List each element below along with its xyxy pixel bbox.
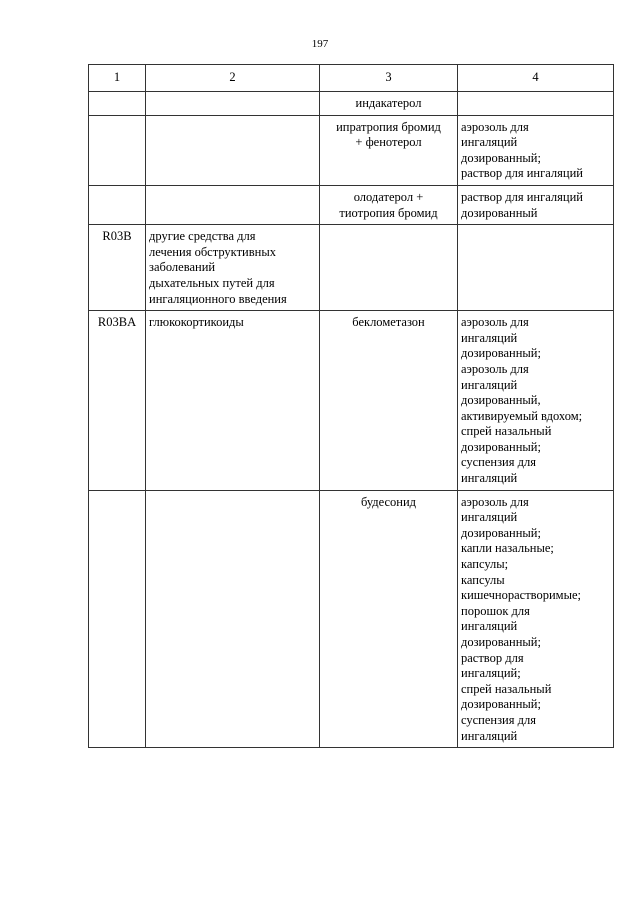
cell-line: ингаляций <box>461 135 518 150</box>
cell-line: спрей назальный <box>461 681 552 696</box>
column-header-4: 4 <box>458 65 614 92</box>
table-row <box>89 490 614 748</box>
dosage-forms-cell <box>458 311 614 491</box>
cell-line: капсулы; <box>461 557 509 572</box>
dosage-forms-cell <box>458 225 614 311</box>
dosage-forms-cell <box>458 490 614 748</box>
dosage-forms-cell <box>458 185 614 224</box>
cell-line: лечения обструктивных <box>149 244 276 259</box>
group-name-cell <box>146 185 320 224</box>
cell-line: дозированный <box>461 205 538 220</box>
cell-line: суспензия для <box>461 455 536 470</box>
dosage-forms-cell <box>458 115 614 185</box>
cell-line: порошок для <box>461 603 530 618</box>
cell-line: дыхательных путей для <box>149 275 275 290</box>
drug-name-cell <box>320 185 458 224</box>
atc-code-cell <box>89 92 146 116</box>
dosage-forms-cell <box>458 92 614 116</box>
cell-line: дозированный; <box>461 346 541 361</box>
cell-line: ингаляций; <box>461 666 521 681</box>
table-row <box>89 92 614 116</box>
page-number: 197 <box>311 38 329 50</box>
cell-line: ингаляций <box>461 728 518 743</box>
cell-line: + фенотерол <box>355 135 422 150</box>
cell-line: беклометазон <box>352 315 425 330</box>
atc-code-cell: R03BA <box>89 311 146 491</box>
cell-line: ингаляций <box>461 471 518 486</box>
column-header-2: 2 <box>146 65 320 92</box>
cell-line: капли назальные; <box>461 541 554 556</box>
atc-code-cell <box>89 490 146 748</box>
cell-line: ингаляционного введения <box>149 291 287 306</box>
table-row <box>89 311 614 491</box>
cell-line: капсулы <box>461 572 505 587</box>
cell-line: раствор для ингаляций <box>461 189 583 204</box>
cell-line: будесонид <box>360 494 417 509</box>
group-name-cell <box>146 311 320 491</box>
drug-name-cell <box>320 115 458 185</box>
cell-line: кишечнорастворимые; <box>461 588 581 603</box>
table-header-row <box>89 65 614 92</box>
cell-line: аэрозоль для <box>461 361 529 376</box>
cell-line: глюкокортикоиды <box>149 315 244 330</box>
column-header-1: 1 <box>89 65 146 92</box>
cell-line: дозированный; <box>461 439 541 454</box>
atc-code-cell <box>89 185 146 224</box>
cell-line: активируемый вдохом; <box>461 408 583 423</box>
cell-line: ингаляций <box>461 619 518 634</box>
cell-line: другие средства для <box>149 229 256 244</box>
drug-name-cell <box>320 311 458 491</box>
drug-name-cell <box>320 490 458 748</box>
cell-line: дозированный; <box>461 150 541 165</box>
cell-line: раствор для ингаляций <box>461 166 583 181</box>
cell-line: аэрозоль для <box>461 119 529 134</box>
cell-line: раствор для <box>461 650 524 665</box>
cell-line: дозированный; <box>461 697 541 712</box>
cell-line: аэрозоль для <box>461 494 529 509</box>
cell-line: спрей назальный <box>461 424 552 439</box>
table-row <box>89 115 614 185</box>
atc-code-cell: R03B <box>89 225 146 311</box>
atc-code-cell <box>89 115 146 185</box>
group-name-cell <box>146 115 320 185</box>
group-name-cell <box>146 490 320 748</box>
drug-name-cell <box>320 92 458 116</box>
group-name-cell <box>146 92 320 116</box>
cell-line: дозированный; <box>461 635 541 649</box>
drug-table <box>88 64 614 748</box>
cell-line: ингаляций <box>461 330 518 345</box>
cell-line: аэрозоль для <box>461 315 529 330</box>
group-name-cell <box>146 225 320 311</box>
cell-line: дозированный; <box>461 525 541 540</box>
cell-line: заболеваний <box>149 260 216 275</box>
cell-line: суспензия для <box>461 712 536 727</box>
cell-line: индакатерол <box>355 96 422 110</box>
cell-line: тиотропия бромид <box>339 205 438 220</box>
cell-line: олодатерол + <box>353 189 424 204</box>
cell-line: ипратропия бромид <box>336 119 441 134</box>
cell-line: ингаляций <box>461 510 518 525</box>
column-header-3: 3 <box>320 65 458 92</box>
drug-name-cell <box>320 225 458 311</box>
table-row <box>89 225 614 311</box>
table-row <box>89 185 614 224</box>
cell-line: ингаляций <box>461 377 518 392</box>
cell-line: дозированный, <box>461 393 541 408</box>
